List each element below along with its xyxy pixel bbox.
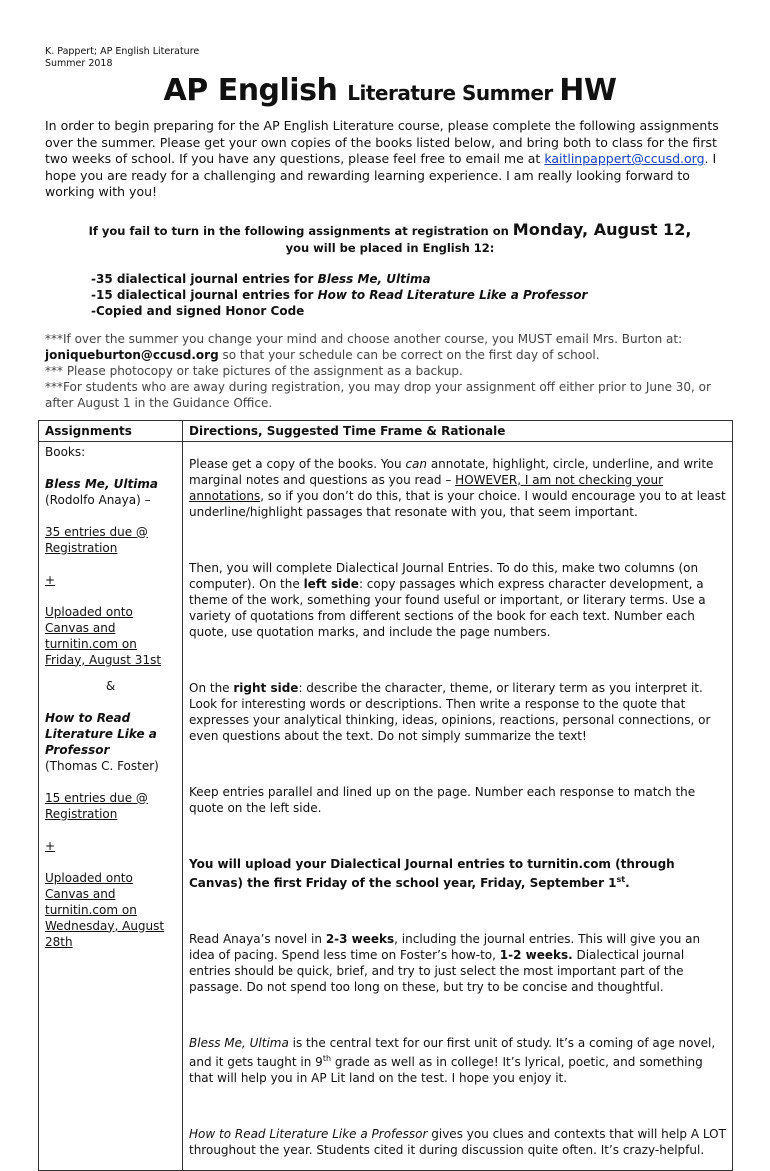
- directions-paragraph: Bless Me, Ultima is the central text for our first unit of study. It’s a coming of age novel, and it gets taught in 9th grade as well as in college! It’s lyrical, poetic, and something that will help you in AP Lit land on the test. I hope you enjoy it.: [189, 1035, 716, 1085]
- page-title: AP English Literature Summer HW: [163, 73, 617, 108]
- document-page: [45, 46, 735, 1171]
- list-item: -15 dialectical journal entries for How to Read Literature Like a Professor: [91, 287, 588, 302]
- requirements-list: [91, 271, 735, 319]
- directions-paragraph: Keep entries parallel and lined up on the page. Number each response to match the quote on the left side.: [189, 784, 696, 815]
- document-header: [45, 46, 735, 70]
- column-header-directions: Directions, Suggested Time Frame & Rationale: [183, 420, 733, 441]
- table-header-row: [39, 420, 733, 441]
- note-away: ***For students who are away during registration, you may drop your assignment off either prior to June 30, or after August 1 in the Guidance Office.: [45, 379, 711, 410]
- directions-paragraph: On the right side: describe the character, theme, or literary term as you interpret it. Look for interesting words or descriptions. Then write a response to the quote that expresses your analytical thinking, ideas, opinions, reactions, personal connections, or even questions about the text. Do not simply summarize the text!: [189, 680, 711, 743]
- term-line: Summer 2018: [45, 58, 113, 69]
- table-row: [39, 441, 733, 1170]
- directions-paragraph: Then, you will complete Dialectical Journal Entries. To do this, make two columns (on computer). On the left side: copy passages which express character development, a theme of the work, something your found useful or important, or literary terms. Use a variety of quotations from different sections of the book for each text. Number each quote, use quotation marks, and include the page numbers.: [189, 560, 706, 639]
- book2-title: How to Read Literature Like a Professor: [45, 710, 157, 757]
- directions-paragraph: Please get a copy of the books. You can annotate, highlight, circle, underline, and write marginal notes and questions as you read – HOWEVER, I am not checking your annotations, so if you don’t do this, that is your choice. I would encourage you to at least underline/highlight passages that resonate with you, that seem important.: [189, 456, 726, 519]
- counselor-email: joniqueburton@ccusd.org: [45, 347, 219, 362]
- list-item: -Copied and signed Honor Code: [91, 303, 305, 318]
- book2-upload: Uploaded onto Canvas and turnitin.com on Wednesday, August 28th: [45, 870, 165, 949]
- book1-upload: Uploaded onto Canvas and turnitin.com on Friday, August 31st: [45, 604, 162, 667]
- directions-paragraph: Read Anaya’s novel in 2-3 weeks, including the journal entries. This will give you an idea of pacing. Spend less time on Foster’s how-to, 1-2 weeks. Dialectical journal entries should be quick, brief, and try to just select the most important part of the passage. Do not spend too long on these, but try to be concise and thoughtful.: [189, 931, 701, 994]
- book1-title: Bless Me, Ultima: [45, 476, 158, 491]
- book1-due: 35 entries due @ Registration: [45, 524, 148, 555]
- note-backup: *** Please photocopy or take pictures of the assignment as a backup.: [45, 363, 463, 378]
- upload-deadline: You will upload your Dialectical Journal entries to turnitin.com (through Canvas) the first Friday of the school year, Friday, September 1st.: [189, 856, 675, 890]
- directions-paragraph: How to Read Literature Like a Professor gives you clues and contexts that will help A LOT throughout the year. Students cited it during discussion quite often. It’s crazy-helpful.: [189, 1126, 726, 1157]
- assignments-cell: Books: Bless Me, Ultima (Rodolfo Anaya) – 35 entries due @ Registration + Uploaded onto Canvas and turnitin.com on Friday, August 31st & How to Read Literature Like a Professor (Thomas C. Foster) 15 entries due @ Registration + Uploaded onto Canvas and turnitin.com on Wednesday, August 28th: [39, 441, 183, 1170]
- note-change-course: ***If over the summer you change your mind and choose another course, you MUST email Mrs. Burton at: joniqueburton@ccusd.org so that your schedule can be correct on the first day of school.: [45, 331, 683, 362]
- registration-date: Monday, August 12,: [512, 219, 692, 239]
- column-header-assignments: Assignments: [39, 420, 183, 441]
- intro-paragraph: In order to begin preparing for the AP English Literature course, please complete the following assignments over the summer. Please get your own copies of the books listed below, and bring both to class for the first two weeks of school. If you have any questions, please feel free to email me at kaitlinpappert@ccusd.org. I hope you are ready for a challenging and rewarding learning experience. I am really looking forward to working with you!: [45, 118, 719, 199]
- teacher-email-link[interactable]: kaitlinpappert@ccusd.org: [544, 151, 705, 166]
- teacher-line: K. Pappert; AP English Literature: [45, 46, 200, 57]
- notes-section: [45, 331, 735, 411]
- book2-due: 15 entries due @ Registration: [45, 790, 148, 821]
- registration-warning: If you fail to turn in the following assignments at registration on Monday, August 12, you will be placed in English 12:: [88, 219, 692, 255]
- assignments-table: [38, 420, 733, 1171]
- directions-cell: [183, 441, 733, 1170]
- list-item: -35 dialectical journal entries for Bless Me, Ultima: [91, 271, 431, 286]
